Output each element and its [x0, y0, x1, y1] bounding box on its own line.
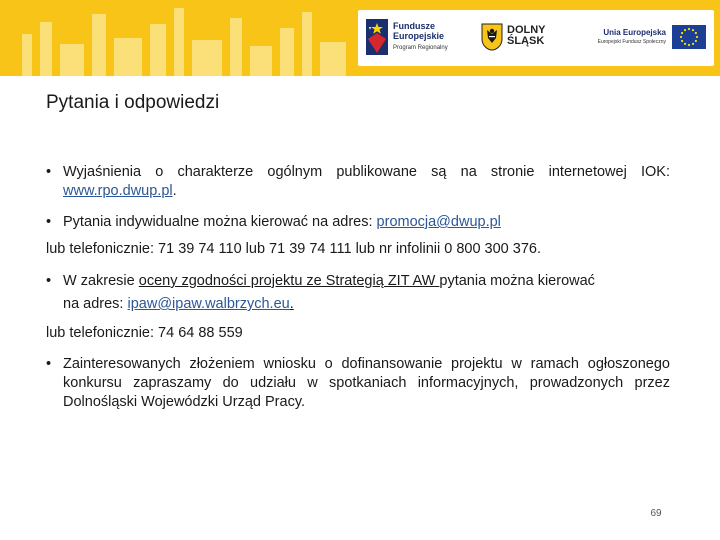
ue-sub: Europejski Fundusz Społeczny	[597, 39, 666, 45]
banner-decoration	[114, 38, 142, 76]
unia-europejska-text	[594, 28, 666, 45]
bullet-info-meetings: • Zainteresowanych złożeniem wniosku o dofinansowanie projektu w ramach ogłoszonego konkursu zapraszamy do udziału w spotkaniach informacyjnych, prowadzonych przez Dolnośląski Wojewódzki Urząd Pracy.	[46, 355, 670, 412]
banner-decoration	[174, 8, 184, 76]
dolny-slask-text	[507, 25, 546, 47]
banner-decoration	[192, 40, 222, 76]
zit-address-line	[46, 295, 670, 314]
phone-info-zit: lub telefonicznie: 74 64 88 559	[46, 325, 243, 341]
phone-info: lub telefonicznie: 71 39 74 110 lub 71 39 74 111 lub nr infolinii 0 800 300 376.	[46, 241, 541, 257]
ds-line1: DOLNY	[507, 24, 546, 36]
fe-line2: Europejskie	[393, 31, 445, 41]
bullet-zit-questions	[46, 272, 670, 291]
fe-line1: Fundusze	[393, 21, 435, 31]
bullet-individual-questions	[46, 213, 670, 232]
logo-strip	[358, 10, 714, 66]
bullet-text: Wyjaśnienia o charakterze ogólnym publikowane są na stronie internetowej IOK:	[63, 164, 670, 180]
unia-europejska-logo	[590, 24, 708, 54]
banner-decoration	[250, 46, 272, 76]
bullet-text: W zakresie	[63, 273, 139, 289]
fundusze-europejskie-mark-icon	[366, 19, 388, 55]
ue-title: Unia Europejska	[603, 28, 666, 37]
ds-line2: ŚLĄSK	[507, 35, 545, 47]
banner-decoration	[22, 34, 32, 76]
header-banner	[0, 0, 720, 76]
bullet-text: Pytania indywidualne można kierować na adres:	[63, 214, 377, 230]
banner-decoration	[280, 28, 294, 76]
slide-content	[46, 163, 670, 412]
address-end: .	[289, 296, 294, 312]
dolny-slask-logo	[481, 22, 571, 54]
banner-decoration	[150, 24, 166, 76]
banner-decoration	[60, 44, 84, 76]
banner-decoration	[320, 42, 346, 76]
address-label: na adres:	[63, 296, 128, 312]
bullet-general-info	[46, 163, 670, 201]
banner-decoration	[40, 22, 52, 76]
underlined-text: oceny zgodności projektu ze Strategią ZIT AW	[138, 273, 440, 289]
bullet-text: pytania można kierować	[439, 273, 595, 289]
banner-decoration	[230, 18, 242, 76]
ipaw-email-link[interactable]: ipaw@ipaw.walbrzych.eu	[127, 296, 290, 312]
fundusze-europejskie-text	[393, 21, 448, 53]
fundusze-europejskie-logo	[366, 19, 476, 59]
bullet-end: .	[172, 183, 177, 199]
rpo-website-link[interactable]: www.rpo.dwup.pl	[63, 183, 173, 199]
promocja-email-link[interactable]: promocja@dwup.pl	[376, 214, 501, 230]
eagle-crest-icon	[481, 23, 503, 51]
banner-decoration	[302, 12, 312, 76]
page-number: 69	[650, 508, 662, 519]
fe-sub: Program Regionalny	[393, 45, 448, 51]
banner-decoration	[92, 14, 106, 76]
eu-flag-icon	[672, 25, 706, 49]
slide-title: Pytania i odpowiedzi	[46, 92, 220, 113]
